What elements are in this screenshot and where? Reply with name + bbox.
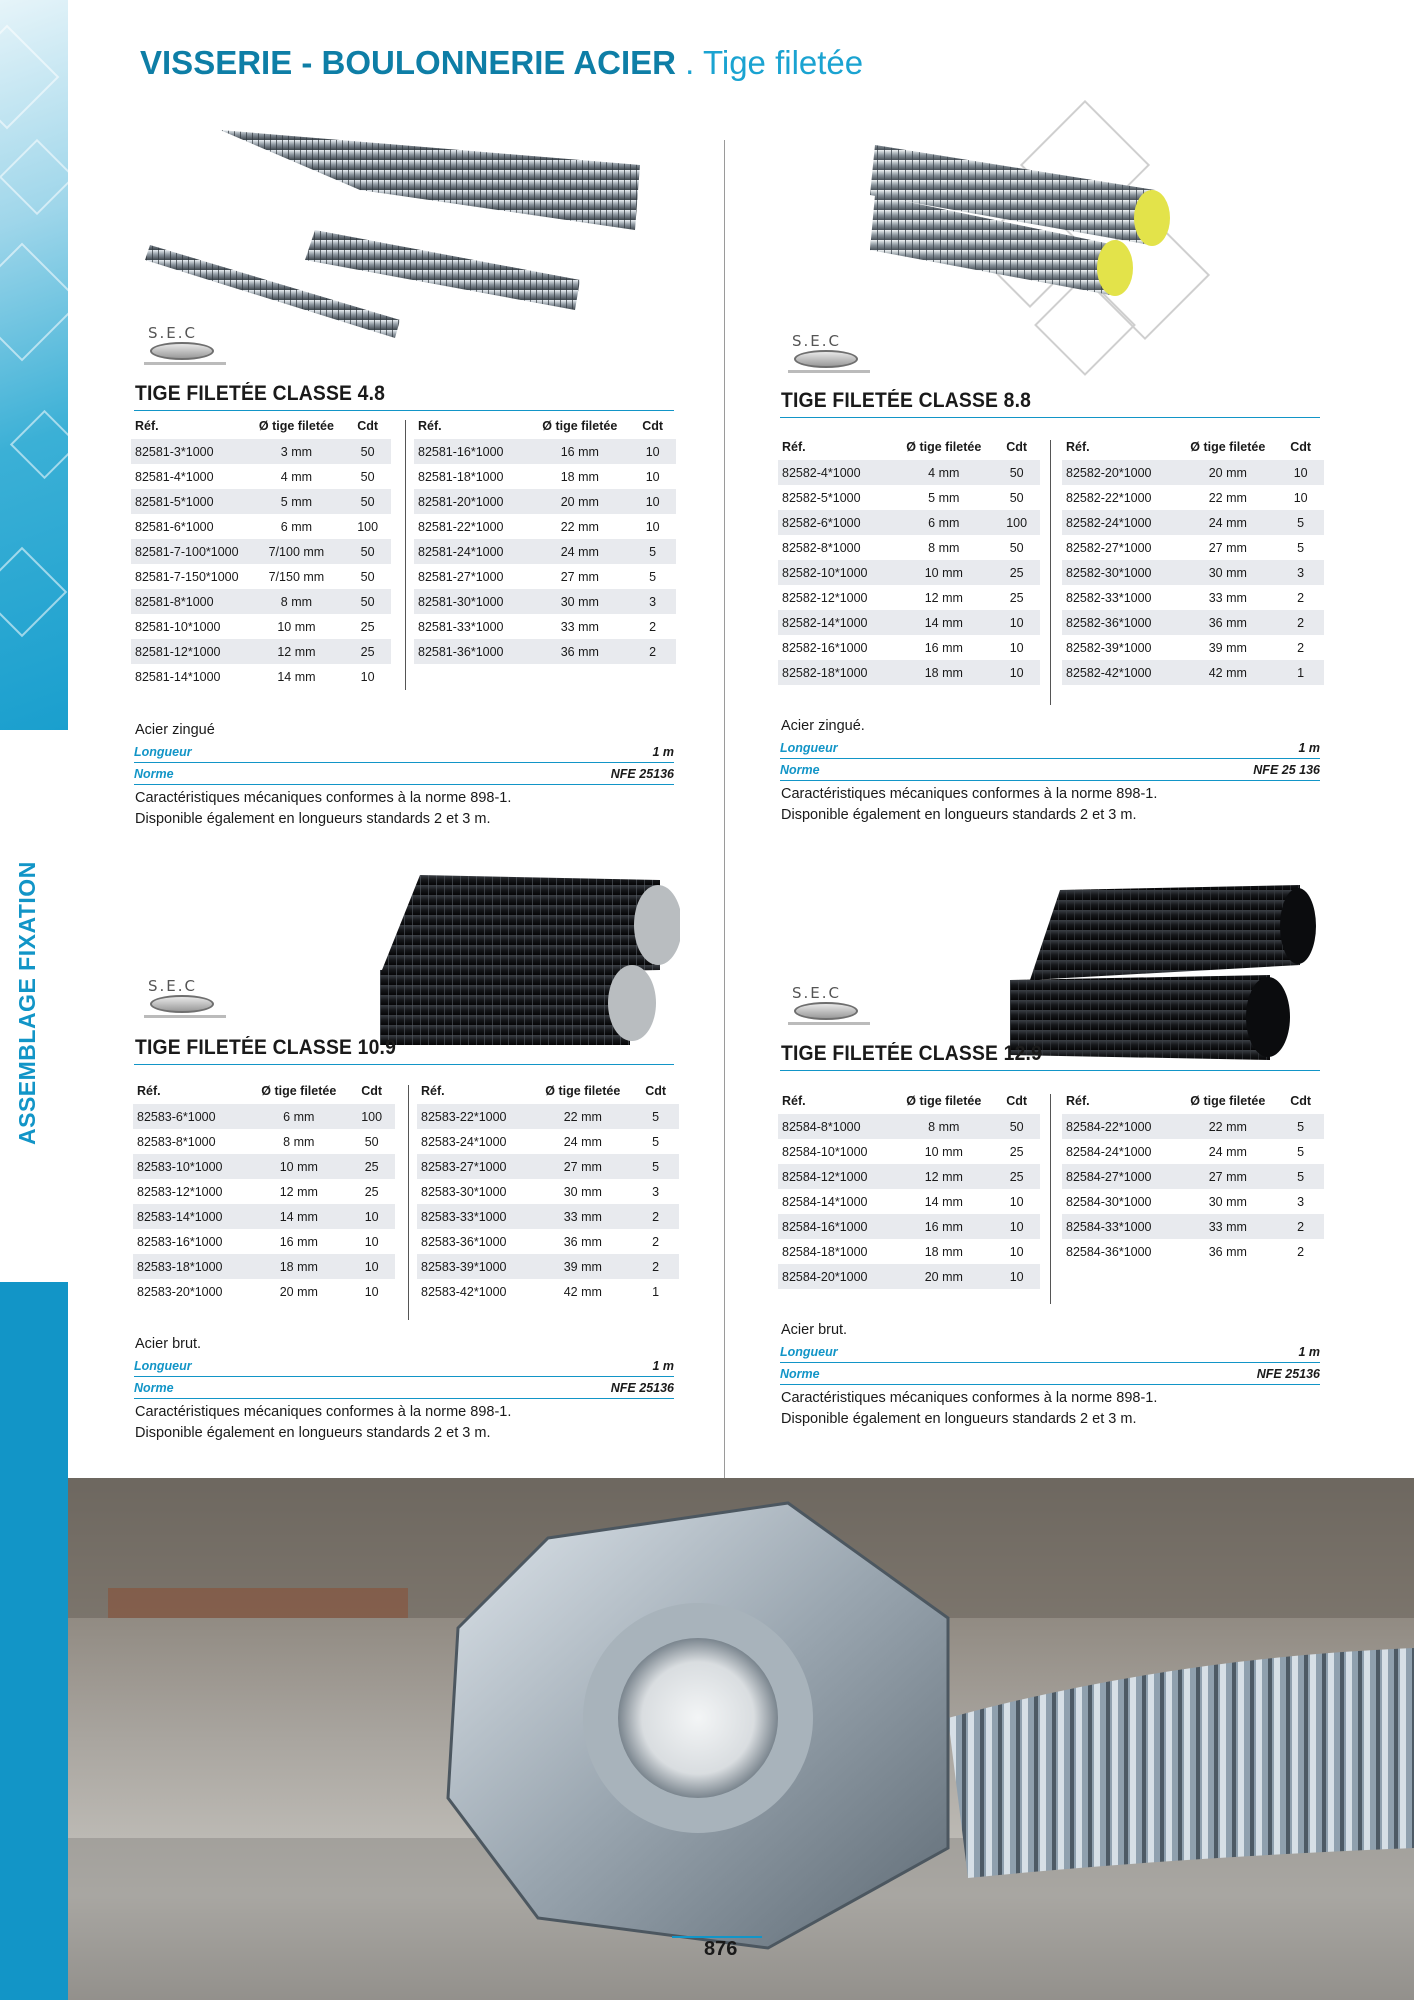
material-desc: Acier zingué. [781,718,865,734]
bottom-photo [68,1478,1414,2000]
table-divider [405,420,406,690]
page-title-sub: Tige filetée [702,44,864,81]
table-row: 82581-16*1000 16 mm 10 [414,439,676,464]
col-diameter: Ø tige filetée [258,418,334,433]
table-divider [1050,1094,1051,1304]
table-row: 82584-12*1000 12 mm 25 [778,1164,1040,1189]
table-row: 82584-20*1000 20 mm 10 [778,1264,1040,1289]
table-divider [1050,440,1051,705]
table-row: 82582-22*1000 22 mm 10 [1066,490,1308,505]
title-rule [134,1064,674,1065]
table-row: 82583-8*1000 8 mm 50 [137,1134,379,1149]
brand-logo: S.E.C [136,975,232,1025]
table-row: 82582-39*1000 39 mm 2 [1066,640,1305,655]
brand-logo: S.E.C [780,982,876,1032]
table-row: 82581-22*1000 22 mm 10 [418,519,660,534]
page-title-main: VISSERIE - BOULONNERIE ACIER [140,44,677,81]
product-table-left: Réf. Ø tige filetée Cdt 82582-4*1000 4 mm 50 82582-5*1000 5 mm 50 82582-6*1000 6 mm 100 82582-8*1000 8 mm 50 82582-10*1000 10 mm 25 82582-12*1000 12 mm 25 82582-14*1000 14 mm 10 82582-16*1000 16 mm 10 82582-18*1000 18 mm 10 [778,433,1040,685]
section-title: TIGE FILETÉE CLASSE 4.8 [135,382,386,405]
side-band-blue [0,1282,68,2000]
product-table-right: Réf. Ø tige filetée Cdt 82584-22*1000 22 mm 5 82584-24*1000 24 mm 5 82584-27*1000 27 mm 5 82584-30*1000 30 mm 3 82584-33*1000 33 mm 2 82584-36*1000 36 mm 2 [1062,1087,1324,1264]
table-row: 82582-24*1000 24 mm 5 [1062,510,1324,535]
table-row: 82581-33*1000 33 mm 2 [418,619,657,634]
table-row: 82581-10*1000 10 mm 25 [135,619,375,634]
section-title: TIGE FILETÉE CLASSE 8.8 [781,389,1032,412]
table-row: 82581-18*1000 18 mm 10 [418,469,660,484]
table-row: 82582-27*1000 27 mm 5 [1066,540,1305,555]
title-rule [780,1070,1320,1071]
table-row: 82583-16*1000 16 mm 10 [137,1234,379,1249]
table-row: 82584-27*1000 27 mm 5 [1062,1164,1324,1189]
table-row: 82582-18*1000 18 mm 10 [778,660,1040,685]
table-row: 82581-7-100*1000 7/100 mm 50 [131,539,391,564]
table-row: 82581-27*1000 27 mm 5 [418,569,657,584]
note-text: Caractéristiques mécaniques conformes à la norme 898-1. Disponible également en longueurs standards 2 et 3 m. [781,1390,1158,1427]
table-row: 82581-6*1000 6 mm 100 [135,519,379,534]
table-row: 82583-27*1000 27 mm 5 [417,1154,679,1179]
table-row: 82582-14*1000 14 mm 10 [778,610,1040,635]
note-text: Caractéristiques mécaniques conformes à la norme 898-1. Disponible également en longueurs standards 2 et 3 m. [135,790,512,827]
table-row: 82581-30*1000 30 mm 3 [414,589,676,614]
table-row: 82583-6*1000 6 mm 100 [133,1104,395,1129]
spec-norme: Norme NFE 25136 [134,1379,674,1399]
table-row: 82584-14*1000 14 mm 10 [782,1194,1024,1209]
material-desc: Acier zingué [135,722,215,738]
table-row: 82582-20*1000 20 mm 10 [1062,460,1324,485]
table-row: 82581-20*1000 20 mm 10 [414,489,676,514]
table-row: 82583-42*1000 42 mm 1 [421,1284,660,1299]
table-row: 82583-39*1000 39 mm 2 [417,1254,679,1279]
table-row: 82582-5*1000 5 mm 50 [782,490,1024,505]
table-row: 82582-30*1000 30 mm 3 [1062,560,1324,585]
note-text: Caractéristiques mécaniques conformes à la norme 898-1. Disponible également en longueurs standards 2 et 3 m. [781,786,1158,823]
table-row: 82582-8*1000 8 mm 50 [782,540,1024,555]
table-row: 82582-6*1000 6 mm 100 [778,510,1040,535]
spec-norme: Norme NFE 25136 [780,1365,1320,1385]
table-row: 82583-20*1000 20 mm 10 [137,1284,379,1299]
table-row: 82584-22*1000 22 mm 5 [1062,1114,1324,1139]
table-row: 82582-33*1000 33 mm 2 [1066,590,1305,605]
title-rule [134,410,674,411]
page-title-sep: . [676,44,703,81]
table-row: 82581-14*1000 14 mm 10 [135,669,375,684]
spec-norme: Norme NFE 25136 [134,765,674,785]
section-title: TIGE FILETÉE CLASSE 10.9 [135,1036,397,1059]
brand-logo: S.E.C [780,330,876,380]
product-table-left: Réf. Ø tige filetée Cdt 82583-6*1000 6 mm 100 82583-8*1000 8 mm 50 82583-10*1000 10 mm 25 82583-12*1000 12 mm 25 82583-14*1000 14 mm 10 82583-16*1000 16 mm 10 82583-18*1000 18 mm 10 82583-20*1000 20 mm 10 [133,1077,395,1304]
nut-and-rod-illustration [68,1478,1414,2000]
table-row: 82583-22*1000 22 mm 5 [417,1104,679,1129]
table-row: 82583-10*1000 10 mm 25 [133,1154,395,1179]
table-row: 82581-4*1000 4 mm 50 [135,469,375,484]
column-divider [724,140,725,1480]
table-row: 82582-36*1000 36 mm 2 [1062,610,1324,635]
table-row: 82582-10*1000 10 mm 25 [778,560,1040,585]
table-row: 82583-14*1000 14 mm 10 [133,1204,395,1229]
table-row: 82584-33*1000 33 mm 2 [1062,1214,1324,1239]
table-row: 82583-12*1000 12 mm 25 [137,1184,379,1199]
product-image-black-rods [1010,880,1330,1060]
title-rule [780,417,1320,418]
page-title [140,44,863,82]
table-row: 82584-10*1000 10 mm 25 [782,1144,1024,1159]
spec-longueur: Longueur 1 m [780,1343,1320,1363]
table-row: 82581-36*1000 36 mm 2 [414,639,676,664]
table-row: 82581-12*1000 12 mm 25 [131,639,391,664]
table-row: 82584-8*1000 8 mm 50 [778,1114,1040,1139]
product-image-zinc-rods [140,120,680,350]
table-row: 82583-24*1000 24 mm 5 [421,1134,660,1149]
product-table-right: Réf. Ø tige filetée Cdt 82582-20*1000 20 mm 10 82582-22*1000 22 mm 10 82582-24*1000 24 mm 5 82582-27*1000 27 mm 5 82582-30*1000 30 mm 3 82582-33*1000 33 mm 2 82582-36*1000 36 mm 2 82582-39*1000 39 mm 2 82582-42*1000 42 mm 1 [1062,433,1324,685]
col-cdt: Cdt [357,418,379,433]
table-row: 82584-16*1000 16 mm 10 [778,1214,1040,1239]
product-table-right: Réf. Ø tige filetée Cdt 82581-16*1000 16 mm 10 82581-18*1000 18 mm 10 82581-20*1000 20 mm 10 82581-22*1000 22 mm 10 82581-24*1000 24 mm 5 82581-27*1000 27 mm 5 82581-30*1000 30 mm 3 82581-33*1000 33 mm 2 82581-36*1000 36 mm 2 [414,412,676,664]
table-row: 82582-12*1000 12 mm 25 [782,590,1024,605]
section-title: TIGE FILETÉE CLASSE 12.9 [781,1042,1043,1065]
material-desc: Acier brut. [781,1322,848,1338]
table-row: 82581-7-150*1000 7/150 mm 50 [135,569,375,584]
table-row: 82583-18*1000 18 mm 10 [133,1254,395,1279]
table-row: 82583-30*1000 30 mm 3 [421,1184,660,1199]
page-number: 876 [704,1938,738,1960]
table-row: 82581-8*1000 8 mm 50 [131,589,391,614]
brand-logo: S.E.C [136,322,232,372]
spec-longueur: Longueur 1 m [780,739,1320,759]
material-desc: Acier brut. [135,1336,202,1352]
spec-longueur: Longueur 1 m [134,1357,674,1377]
table-row: 82583-36*1000 36 mm 2 [421,1234,660,1249]
table-divider [408,1085,409,1320]
product-table-left: Réf. Ø tige filetée Cdt 82584-8*1000 8 mm 50 82584-10*1000 10 mm 25 82584-12*1000 12 mm 25 82584-14*1000 14 mm 10 82584-16*1000 16 mm 10 82584-18*1000 18 mm 10 82584-20*1000 20 mm 10 [778,1087,1040,1289]
product-image-yellow-cap-rods [870,100,1230,380]
product-table-left [131,412,391,689]
table-row: 82584-36*1000 36 mm 2 [1066,1244,1305,1259]
product-table-right: Réf. Ø tige filetée Cdt 82583-22*1000 22 mm 5 82583-24*1000 24 mm 5 82583-27*1000 27 mm 5 82583-30*1000 30 mm 3 82583-33*1000 33 mm 2 82583-36*1000 36 mm 2 82583-39*1000 39 mm 2 82583-42*1000 42 mm 1 [417,1077,679,1304]
table-row: 82584-24*1000 24 mm 5 [1066,1144,1305,1159]
table-row: 82582-4*1000 4 mm 50 [778,460,1040,485]
table-row: 82581-3*1000 3 mm 50 [131,439,391,464]
note-text: Caractéristiques mécaniques conformes à la norme 898-1. Disponible également en longueurs standards 2 et 3 m. [135,1404,512,1441]
product-image-black-rods [380,875,680,1050]
table-row: 82584-30*1000 30 mm 3 [1066,1194,1305,1209]
spec-norme: Norme NFE 25 136 [780,761,1320,781]
col-ref: Réf. [135,418,159,433]
table-row: 82582-16*1000 16 mm 10 [782,640,1024,655]
table-row: 82582-42*1000 42 mm 1 [1062,660,1324,685]
table-row: 82584-18*1000 18 mm 10 [782,1244,1024,1259]
table-row: 82583-33*1000 33 mm 2 [417,1204,679,1229]
spec-longueur: Longueur 1 m [134,743,674,763]
table-row: 82581-24*1000 24 mm 5 [414,539,676,564]
table-row: 82581-5*1000 5 mm 50 [131,489,391,514]
side-decoration [0,0,68,730]
